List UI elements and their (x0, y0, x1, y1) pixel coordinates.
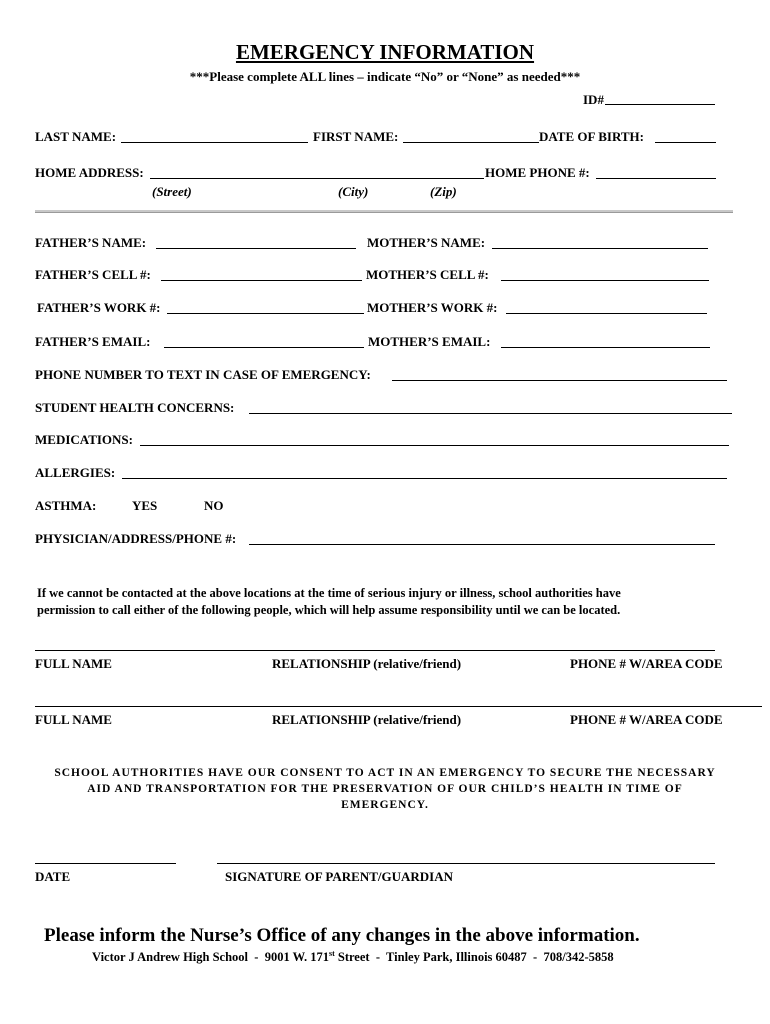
consent-line-1: SCHOOL AUTHORITIES HAVE OUR CONSENT TO ACT IN AN EMERGENCY TO SECURE THE NECESSARY (54, 767, 716, 779)
health-concerns-label: STUDENT HEALTH CONCERNS: (35, 400, 235, 415)
mother-cell-field[interactable] (501, 280, 709, 281)
street-caption: (Street) (152, 184, 192, 199)
dash-1: - (254, 950, 259, 965)
mother-cell-label: MOTHER’S CELL #: (366, 267, 489, 282)
allergies-field[interactable] (122, 478, 727, 479)
dob-label: DATE OF BIRTH: (539, 129, 644, 144)
contact-paragraph-line-2: permission to call either of the following people, which will help assume responsibility until we can be located. (37, 603, 621, 617)
street-suffix: st (328, 949, 335, 958)
text-phone-label: PHONE NUMBER TO TEXT IN CASE OF EMERGENCY: (35, 367, 371, 382)
contact-1-relationship-label: RELATIONSHIP (relative/friend) (272, 656, 462, 671)
physician-label: PHYSICIAN/ADDRESS/PHONE #: (35, 531, 237, 546)
street-number: 9001 W. 171 (264, 950, 329, 965)
father-work-label: FATHER’S WORK #: (37, 300, 161, 315)
date-line[interactable] (35, 863, 176, 864)
physician-field[interactable] (249, 544, 715, 545)
dash-2: - (375, 950, 380, 965)
school-phone: 708/342-5858 (543, 950, 614, 965)
father-email-label: FATHER’S EMAIL: (35, 334, 151, 349)
asthma-label: ASTHMA: (35, 498, 97, 513)
home-address-field[interactable] (150, 178, 484, 179)
mother-name-field[interactable] (492, 248, 708, 249)
section-divider (35, 210, 733, 213)
consent-line-2: AID AND TRANSPORTATION FOR THE PRESERVATION OF OUR CHILD’S HEALTH IN TIME OF (87, 783, 683, 795)
footer-address (92, 949, 614, 965)
contact-2-line[interactable] (35, 706, 762, 707)
last-name-field[interactable] (121, 142, 308, 143)
mother-email-field[interactable] (501, 347, 710, 348)
contact-2-name-label: FULL NAME (35, 712, 112, 727)
footer-notice: Please inform the Nurse’s Office of any changes in the above information. (44, 925, 640, 946)
zip-caption: (Zip) (430, 184, 457, 199)
father-work-field[interactable] (167, 313, 364, 314)
father-name-label: FATHER’S NAME: (35, 235, 147, 250)
consent-line-3: EMERGENCY. (341, 799, 429, 811)
mother-work-label: MOTHER’S WORK #: (367, 300, 498, 315)
instructions: ***Please complete ALL lines – indicate “No” or “None” as needed*** (189, 69, 581, 84)
street-word: Street (337, 950, 370, 965)
first-name-label: FIRST NAME: (313, 129, 399, 144)
first-name-field[interactable] (403, 142, 539, 143)
date-label: DATE (35, 869, 71, 884)
mother-name-label: MOTHER’S NAME: (367, 235, 486, 250)
father-cell-field[interactable] (161, 280, 362, 281)
home-address-label: HOME ADDRESS: (35, 165, 144, 180)
last-name-label: LAST NAME: (35, 129, 117, 144)
asthma-yes-option[interactable]: YES (132, 498, 158, 513)
allergies-label: ALLERGIES: (35, 465, 116, 480)
city-caption: (City) (338, 184, 369, 199)
father-name-field[interactable] (156, 248, 356, 249)
contact-1-phone-label: PHONE # W/AREA CODE (570, 656, 723, 671)
health-concerns-field[interactable] (249, 413, 732, 414)
contact-2-relationship-label: RELATIONSHIP (relative/friend) (272, 712, 462, 727)
home-phone-field[interactable] (596, 178, 716, 179)
medications-label: MEDICATIONS: (35, 432, 133, 447)
id-field[interactable] (605, 104, 715, 105)
contact-paragraph-line-1: If we cannot be contacted at the above locations at the time of serious injury or illness, school authorities have (37, 586, 621, 600)
school-name: Victor J Andrew High School (92, 950, 249, 965)
signature-line[interactable] (217, 863, 715, 864)
asthma-no-option[interactable]: NO (204, 498, 224, 513)
text-phone-field[interactable] (392, 380, 727, 381)
signature-label: SIGNATURE OF PARENT/GUARDIAN (225, 869, 453, 884)
home-phone-label: HOME PHONE #: (485, 165, 590, 180)
dob-field[interactable] (655, 142, 716, 143)
id-label: ID# (583, 92, 604, 107)
contact-1-line[interactable] (35, 650, 715, 651)
contact-1-name-label: FULL NAME (35, 656, 112, 671)
mother-work-field[interactable] (506, 313, 707, 314)
mother-email-label: MOTHER’S EMAIL: (368, 334, 491, 349)
father-email-field[interactable] (164, 347, 364, 348)
contact-2-phone-label: PHONE # W/AREA CODE (570, 712, 723, 727)
dash-3: - (533, 950, 538, 965)
form-title: EMERGENCY INFORMATION (235, 40, 535, 64)
father-cell-label: FATHER’S CELL #: (35, 267, 151, 282)
city-state-zip: Tinley Park, Illinois 60487 (386, 950, 527, 965)
medications-field[interactable] (140, 445, 729, 446)
